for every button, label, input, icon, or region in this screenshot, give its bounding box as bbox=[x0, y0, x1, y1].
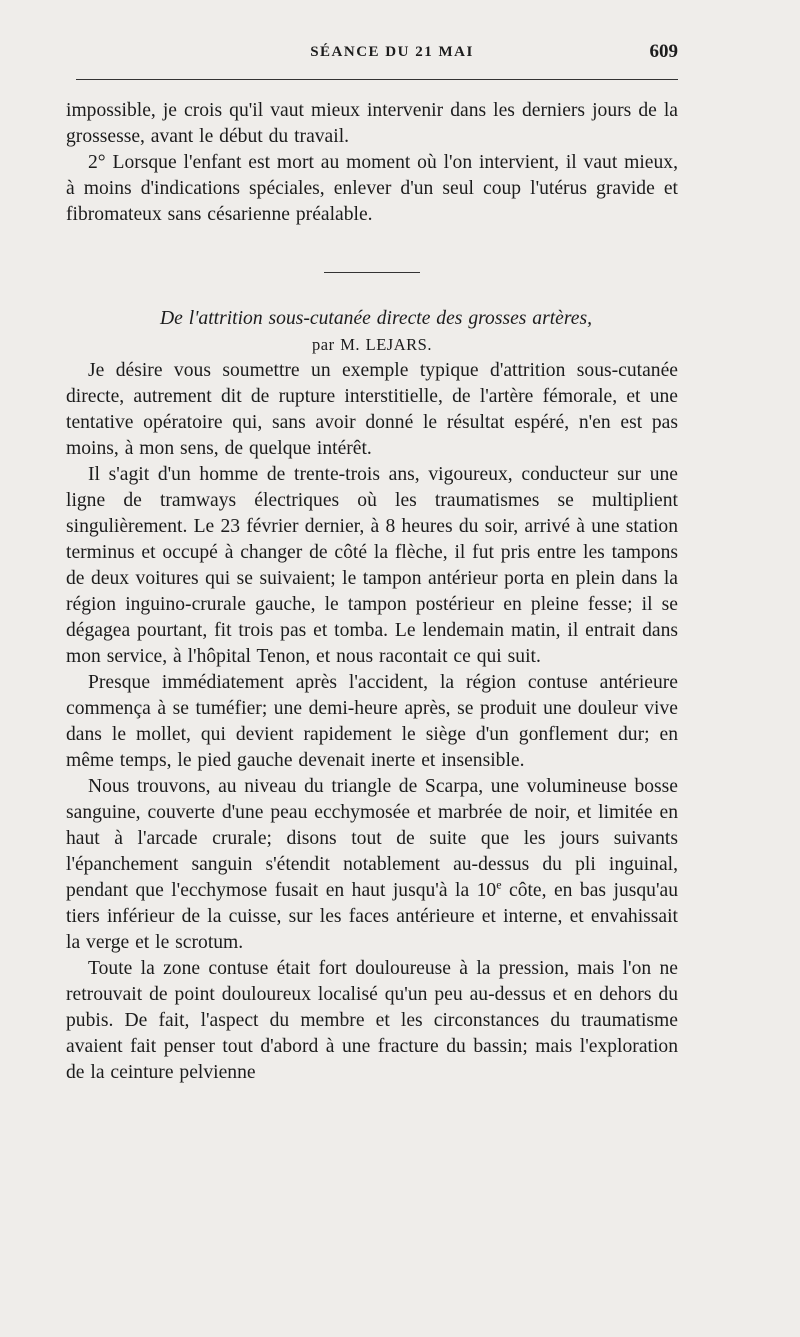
header-rule bbox=[76, 79, 678, 80]
paragraph-2: Il s'agit d'un homme de trente-trois ans, vigoureux, conducteur sur une ligne de tramways électriques où les traumatismes se multiplient singulièrement. Le 23 février dernier, à 8 heures du soir, arrivé à une station terminus et occupé à changer de côté la flèche, il fut pris entre les tampons de deux voitures qui se suivaient; le tampon antérieur porta en plein dans la région inguino-crurale gauche, le tampon postérieur en pleine fesse; il se dégagea pourtant, fit trois pas et tomba. Le lendemain matin, il entrait dans mon service, à l'hôpital Tenon, et nous racontait ce qui suit. bbox=[66, 464, 678, 667]
paragraph-4-text-b: côte, en bas jusqu'au tiers inférieur de la cuisse, sur les faces antérieure et interne, et envahissait la verge et le scrotum. bbox=[66, 880, 678, 953]
page-number: 609 bbox=[649, 41, 678, 62]
ordinal-superscript: e bbox=[496, 877, 502, 892]
running-title: SÉANCE DU 21 MAI bbox=[310, 44, 474, 60]
intro-paragraph-2: 2° Lorsque l'enfant est mort au moment où l'on intervient, il vaut mieux, à moins d'indications spéciales, enlever d'un seul coup l'utérus gravide et fibromateux sans césarienne préalable. bbox=[66, 152, 678, 225]
paragraph-4 bbox=[66, 774, 678, 956]
article-title: De l'attrition sous-cutanée directe des grosses artères, bbox=[160, 308, 592, 329]
page bbox=[66, 38, 678, 1086]
paragraph-5: Toute la zone contuse était fort douloureuse à la pression, mais l'on ne retrouvait de point douloureux localisé qu'un peu au-dessus et en dehors du pubis. De fait, l'aspect du membre et les circonstances du traumatisme avaient fait penser tout d'abord à une fracture du bassin; mais l'exploration de la ceinture pelvienne bbox=[66, 958, 678, 1083]
section-separator bbox=[324, 272, 420, 273]
body-text bbox=[66, 98, 678, 1086]
paragraph-1: Je désire vous soumettre un exemple typique d'attrition sous-cutanée directe, autrement dit de rupture interstitielle, de l'artère fémorale, et une tentative opératoire qui, sans avoir donné le résultat espéré, n'en est pas moins, à mon sens, de quelque intérêt. bbox=[66, 360, 678, 459]
intro-paragraph-1: impossible, je crois qu'il vaut mieux intervenir dans les derniers jours de la grossesse, avant le début du travail. bbox=[66, 100, 678, 147]
running-head bbox=[66, 38, 678, 68]
article-byline: par M. LEJARS. bbox=[312, 335, 432, 354]
paragraph-4-text-a: Nous trouvons, au niveau du triangle de Scarpa, une volumineuse bosse sanguine, couverte d'une peau ecchymosée et marbrée de noir, et limitée en haut à l'arcade crurale; disons tout de suite que les jours suivants l'épanchement sanguin s'étendit notablement au-dessus du pli inguinal, pendant que l'ecchymose fusait en haut jusqu'à la 10 bbox=[66, 776, 678, 901]
paragraph-3: Presque immédiatement après l'accident, la région contuse antérieure commença à se tuméfier; une demi-heure après, se produit une douleur vive dans le mollet, qui devient rapidement le siège d'un gonflement dur; en même temps, le pied gauche devenait inerte et insensible. bbox=[66, 672, 678, 771]
